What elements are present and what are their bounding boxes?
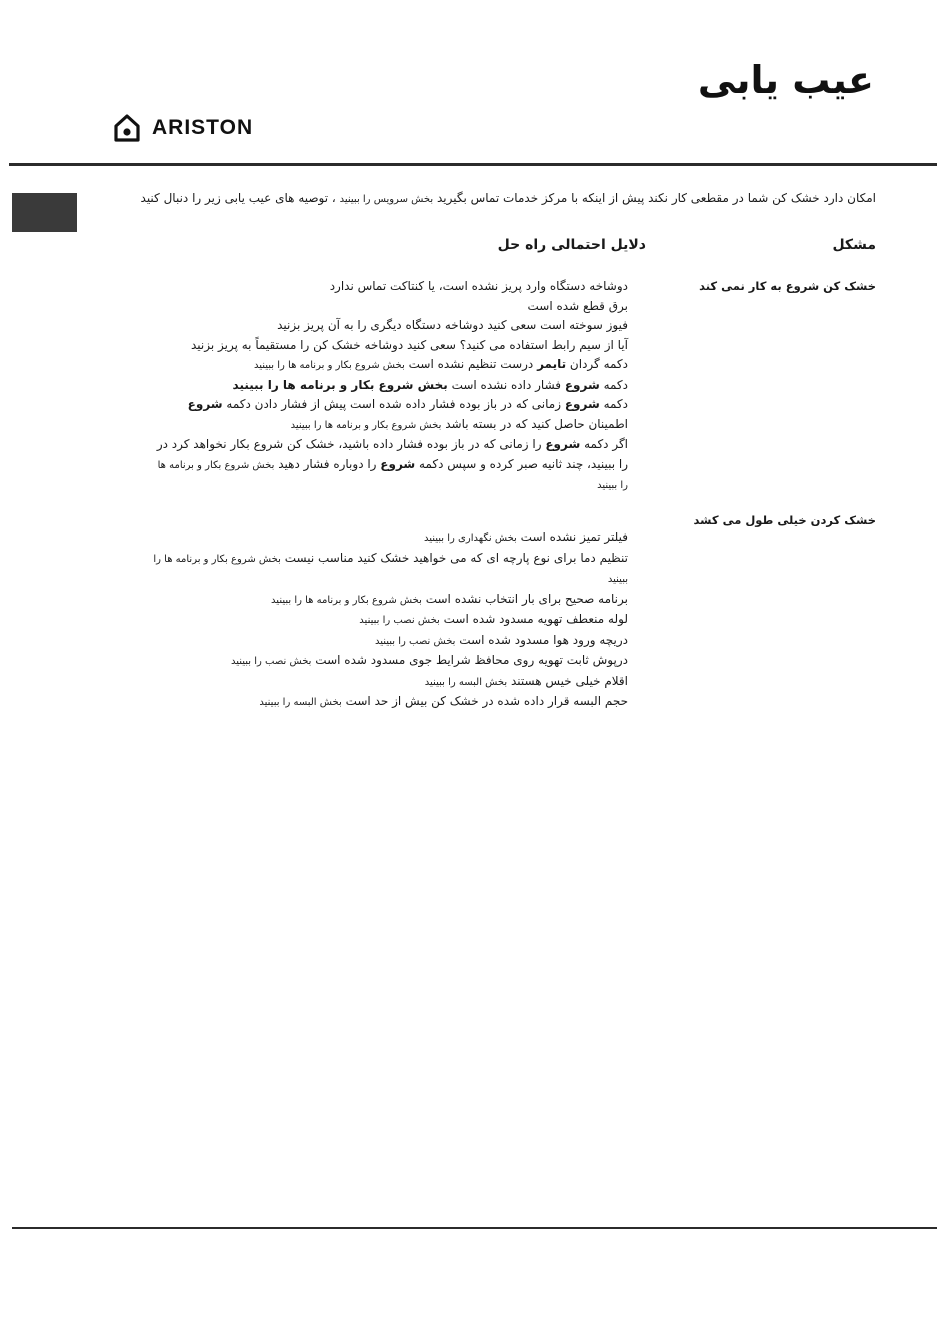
cause-text: دکمه گردان — [566, 357, 628, 371]
cause-text: را زمانی که در باز بوده فشار داده باشید، خشک کن شروع بکار نخواهد کرد در را ببینید، چند ثانیه صبر کرده و سپس دکمه — [156, 437, 628, 471]
cause-text: درست تنظیم نشده است — [408, 357, 538, 371]
cause-reference: بخش نصب را ببینید — [230, 656, 312, 667]
cause-text: آیا از سیم رابط استفاده می کنید؟ سعی کنید دوشاخه خشک کن را مستقیماً به پریز بزنید — [190, 337, 628, 352]
cause-reference: بخش نصب را ببینید — [374, 635, 456, 647]
cause-text: برنامه صحیح برای بار انتخاب نشده است — [425, 591, 628, 606]
cause-item — [153, 692, 628, 713]
cause-text: درپوش ثابت تهویه روی محافظ شرایط جوی مسدود شده است — [315, 653, 628, 667]
cause-text: اقلام خیلی خیس هستند — [510, 673, 628, 688]
cause-text: برق قطع شده است — [527, 298, 628, 313]
cause-item — [153, 376, 628, 396]
cause-text: تنظیم دما برای نوع پارچه ای که می خواهید خشک کنید مناسب نیست — [284, 550, 628, 565]
cause-text: را دوباره فشار دهید — [278, 456, 381, 471]
intro-reference: بخش سرویس را ببینید — [339, 194, 434, 205]
cause-text: دکمه — [599, 377, 628, 392]
cause-text: دوشاخه دستگاه وارد پریز نشده است، یا کنتاکت تماس ندارد — [329, 279, 628, 293]
problem-title: خشک کن شروع به کار نمی کند — [699, 279, 876, 293]
intro-text: امکان دارد خشک کن شما در مقطعی کار نکند پیش از اینکه با مرکز خدمات تماس بگیرید — [436, 191, 876, 205]
cause-item — [153, 297, 628, 317]
cause-item — [153, 435, 628, 496]
cause-keyword: شروع — [564, 377, 600, 392]
cause-item — [153, 549, 628, 590]
cause-item — [153, 590, 628, 611]
intro-tail: ، توصیه های عیب یابی زیر را دنبال کنید — [140, 191, 336, 205]
intro-paragraph — [140, 191, 876, 205]
column-header-problem: مشکل — [832, 237, 876, 253]
cause-text: فیوز سوخته است سعی کنید دوشاخه دستگاه دیگری را به آن پریز بزنید — [277, 318, 628, 332]
cause-text: دریچه ورود هوا مسدود شده است — [459, 632, 628, 647]
cause-item — [153, 355, 628, 376]
cause-text: اگر دکمه — [580, 437, 628, 451]
page-title: عیب یابی — [697, 58, 874, 102]
section-tab — [12, 193, 77, 232]
cause-item — [153, 631, 628, 652]
header-divider — [9, 163, 937, 166]
cause-keyword: شروع — [380, 456, 416, 471]
cause-item — [153, 395, 628, 435]
cause-text: لوله منعطف تهویه مسدود شده است — [443, 612, 628, 626]
cause-reference: بخش شروع بکار و برنامه ها را ببینید — [153, 553, 628, 585]
cause-text: فیلتر تمیز نشده است — [520, 530, 628, 544]
cause-item — [153, 528, 628, 549]
cause-reference: بخش شروع بکار و برنامه ها را ببینید — [157, 459, 628, 491]
cause-keyword: شروع — [545, 437, 581, 451]
cause-reference: بخش نگهداری را ببینید — [423, 533, 517, 544]
cause-reference: بخش شروع بکار و برنامه ها را ببینید — [232, 377, 448, 392]
cause-text: اطمینان حاصل کنید که در بسته باشد — [445, 416, 628, 431]
cause-reference: بخش شروع بکار و برنامه ها را ببینید — [253, 360, 405, 371]
cause-item — [153, 336, 628, 356]
cause-item — [153, 277, 628, 297]
ariston-logo — [114, 114, 253, 142]
cause-list — [153, 277, 628, 496]
cause-text: فشار داده نشده است — [451, 377, 565, 392]
brand-name: ARISTON — [152, 116, 254, 139]
cause-keyword: تایمر — [537, 357, 567, 371]
cause-reference: بخش نصب را ببینید — [359, 615, 440, 626]
cause-item — [153, 610, 628, 631]
cause-text: حجم البسه قرار داده شده در خشک کن بیش از حد است — [345, 694, 628, 708]
column-header-causes: دلایل احتمالی راه حل — [497, 237, 646, 253]
cause-item — [153, 651, 628, 672]
cause-list — [153, 528, 628, 713]
cause-text: دکمه — [599, 397, 628, 411]
cause-reference: بخش البسه را ببینید — [259, 697, 342, 708]
cause-item — [153, 672, 628, 693]
cause-keyword: شروع — [187, 397, 223, 411]
cause-item — [153, 316, 628, 336]
cause-text: زمانی که در باز بوده فشار داده شده است پیش از فشار دادن دکمه — [222, 397, 565, 411]
cause-reference: بخش شروع بکار و برنامه ها را ببینید — [290, 419, 442, 431]
problem-title: خشک کردن خیلی طول می کشد — [693, 513, 876, 527]
cause-keyword: شروع — [564, 397, 600, 411]
cause-reference: بخش البسه را ببینید — [424, 676, 508, 688]
cause-reference: بخش شروع بکار و برنامه ها را ببینید — [271, 594, 422, 606]
footer-divider — [12, 1227, 937, 1229]
house-logo-icon — [114, 114, 140, 142]
